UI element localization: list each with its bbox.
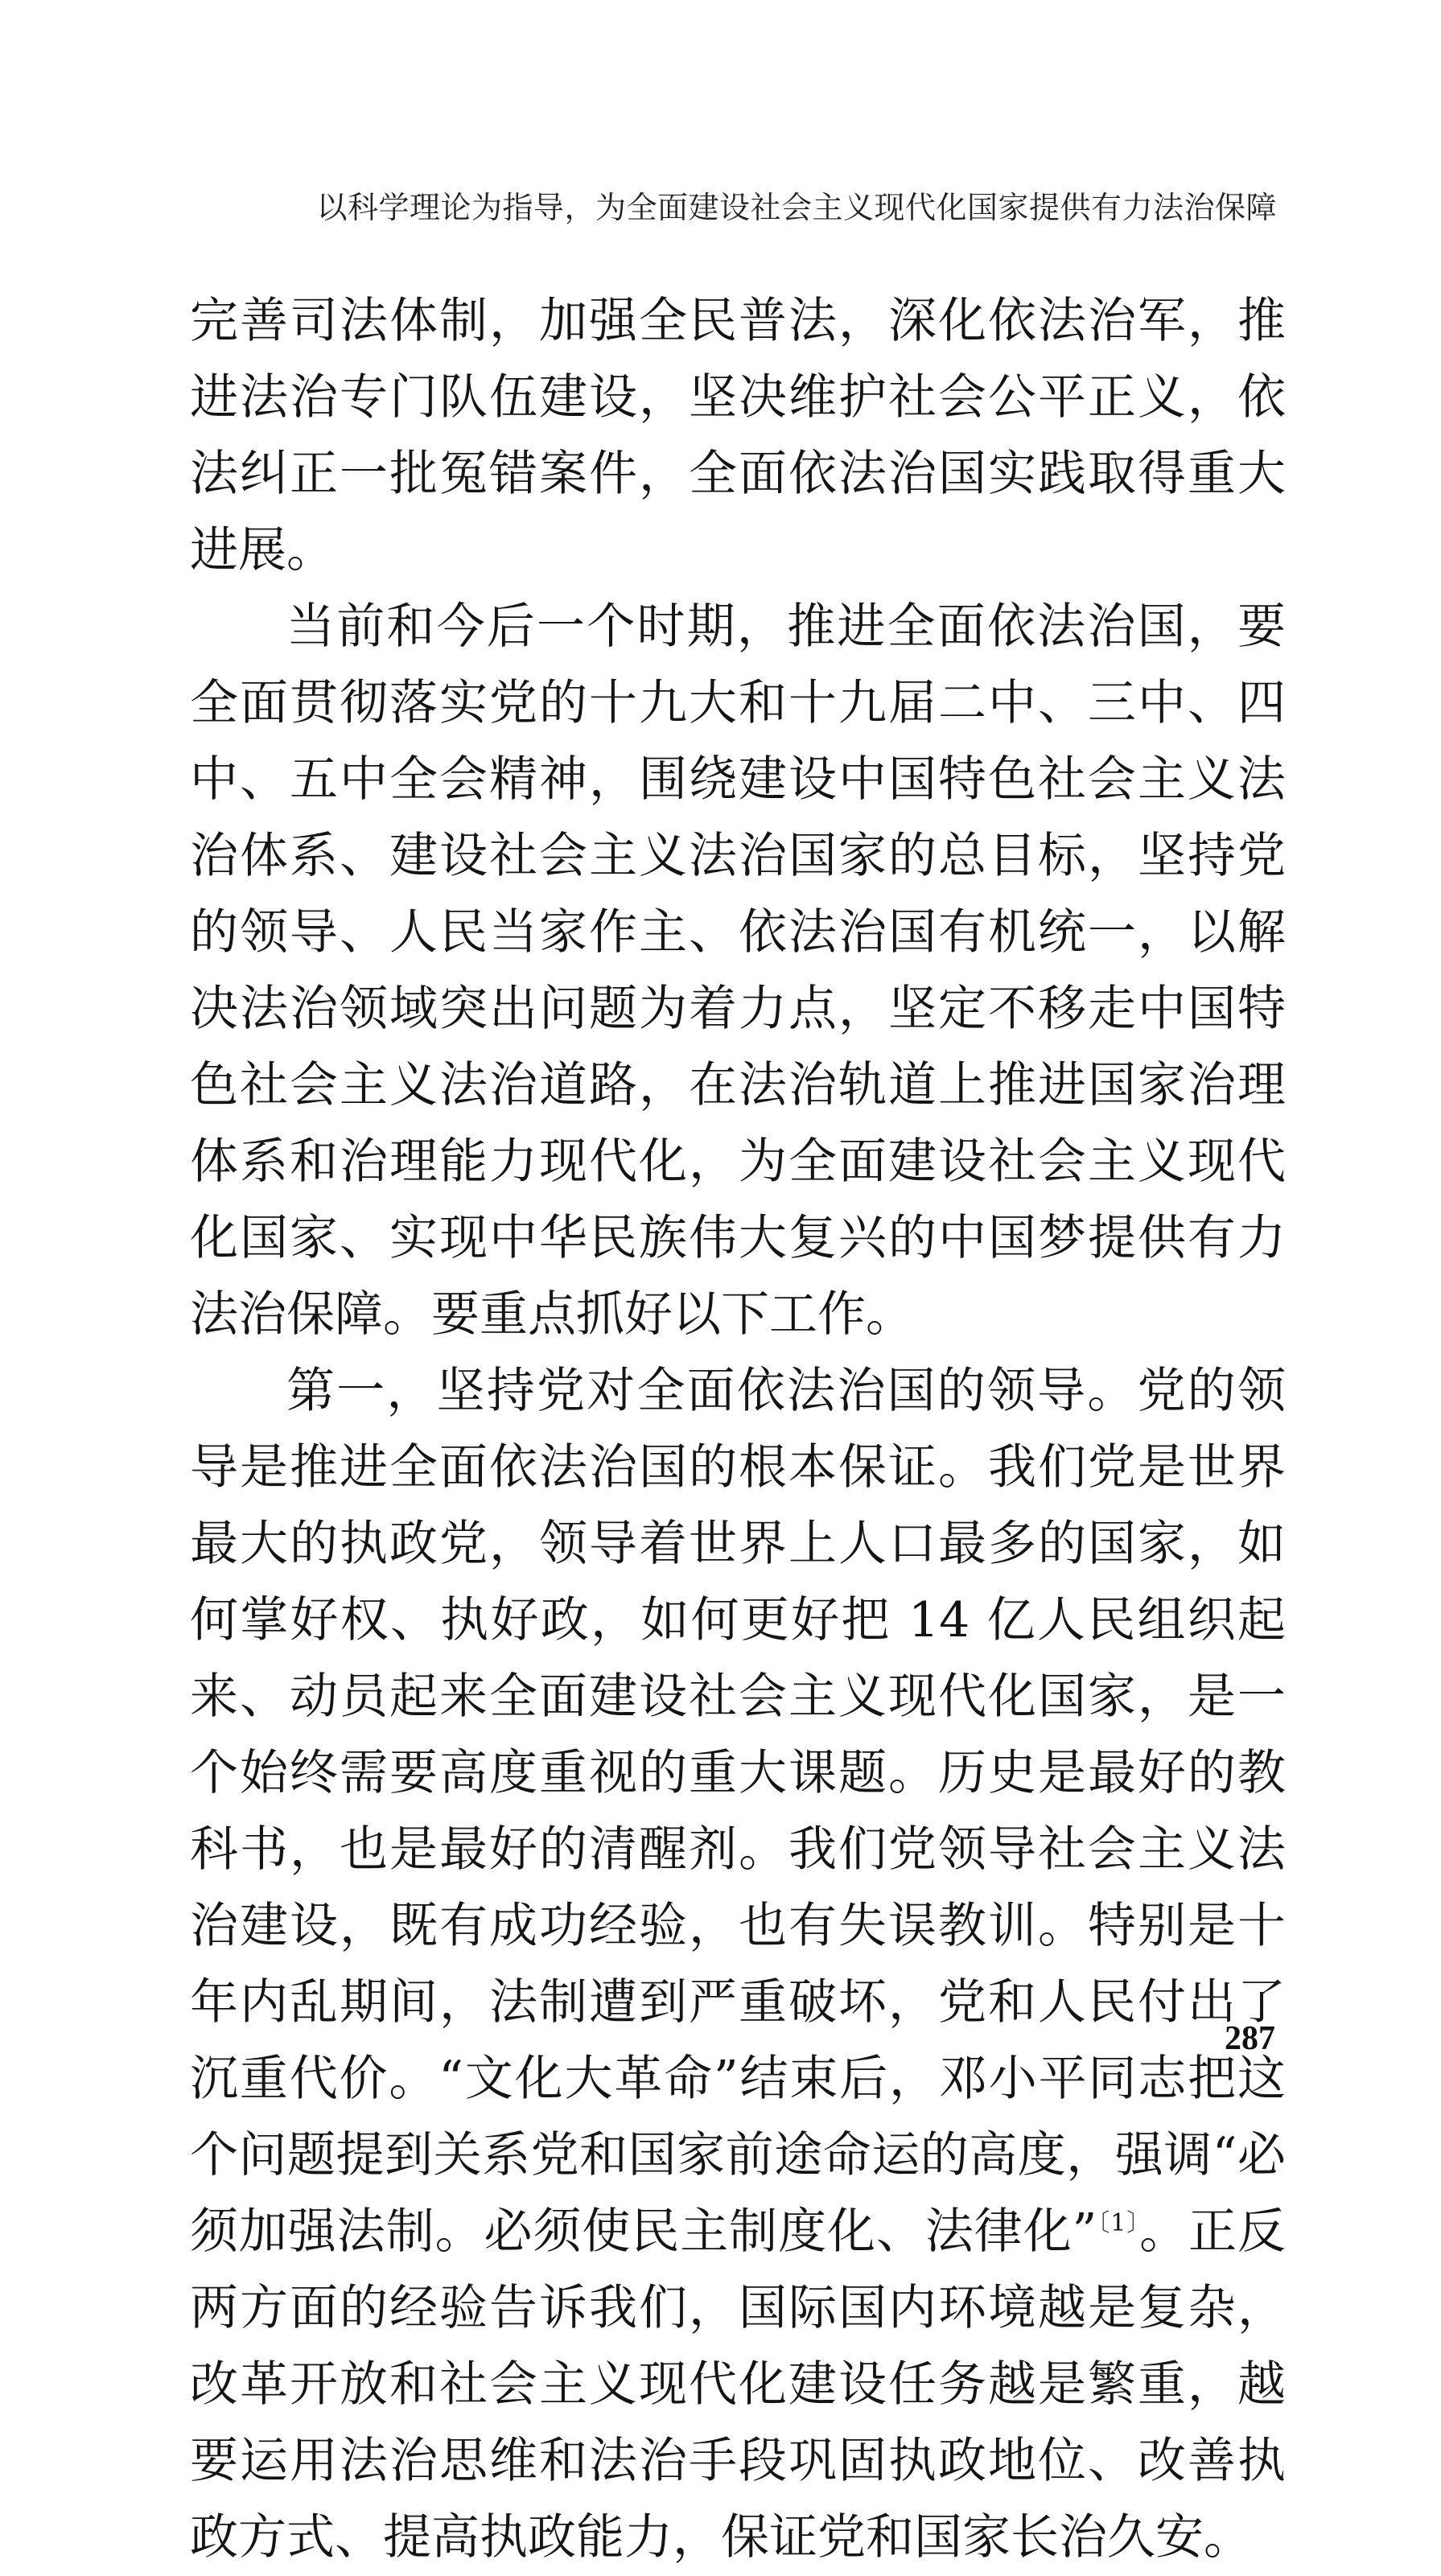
paragraph-party-leadership-text-after-note: 。正反两方面的经验告诉我们，国际国内环境越是复杂，改革开放和社会主义现代化建设任务越是繁重，越要运用法治思维和法治手段巩固执政地位、改善执政方式、提高执政能力，保证党和国家长治久安。 [190,2204,1286,2566]
running-head-title: 以科学理论为指导，为全面建设社会主义现代化国家提供有力法治保障 [316,190,1277,225]
paragraph-party-leadership-text-before-note: 第一，坚持党对全面依法治国的领导。党的领导是推进全面依法治国的根本保证。我们党是世界最大的执政党，领导着世界上人口最多的国家，如何掌好权、执好政，如何更好把 14 亿人民组织起来、动员起来全面建设社会主义现代化国家，是一个始终需要高度重视的重大课题。历史是最好的教科书，也是最好的清醒剂。我们党领导社会主义法治建设，既有成功经验，也有失误教训。特别是十年内乱期间，法制遭到严重破坏，党和人民付出了沉重代价。“文化大革命”结束后，邓小平同志把这个问题提到关系党和国家前途命运的高度，强调“必须加强法制。必须使民主制度化、法律化” [190,1363,1286,2260]
paragraph-continuation: 完善司法体制，加强全民普法，深化依法治军，推进法治专门队伍建设，坚决维护社会公平正义，依法纠正一批冤错案件，全面依法治国实践取得重大进展。 [190,293,1286,578]
footnote-marker[interactable]: 〔1〕 [1097,2209,1140,2237]
page-number: 287 [1225,2020,1275,2057]
paragraph-party-leadership [190,1353,1286,2576]
body-text [190,283,1286,2576]
paragraph-current-period: 当前和今后一个时期，推进全面依法治国，要全面贯彻落实党的十九大和十九届二中、三中、四中、五中全会精神，围绕建设中国特色社会主义法治体系、建设社会主义法治国家的总目标，坚持党的领导、人民当家作主、依法治国有机统一，以解决法治领域突出问题为着力点，坚定不移走中国特色社会主义法治道路，在法治轨道上推进国家治理体系和治理能力现代化，为全面建设社会主义现代化国家、实现中华民族伟大复兴的中国梦提供有力法治保障。要重点抓好以下工作。 [190,599,1286,1343]
